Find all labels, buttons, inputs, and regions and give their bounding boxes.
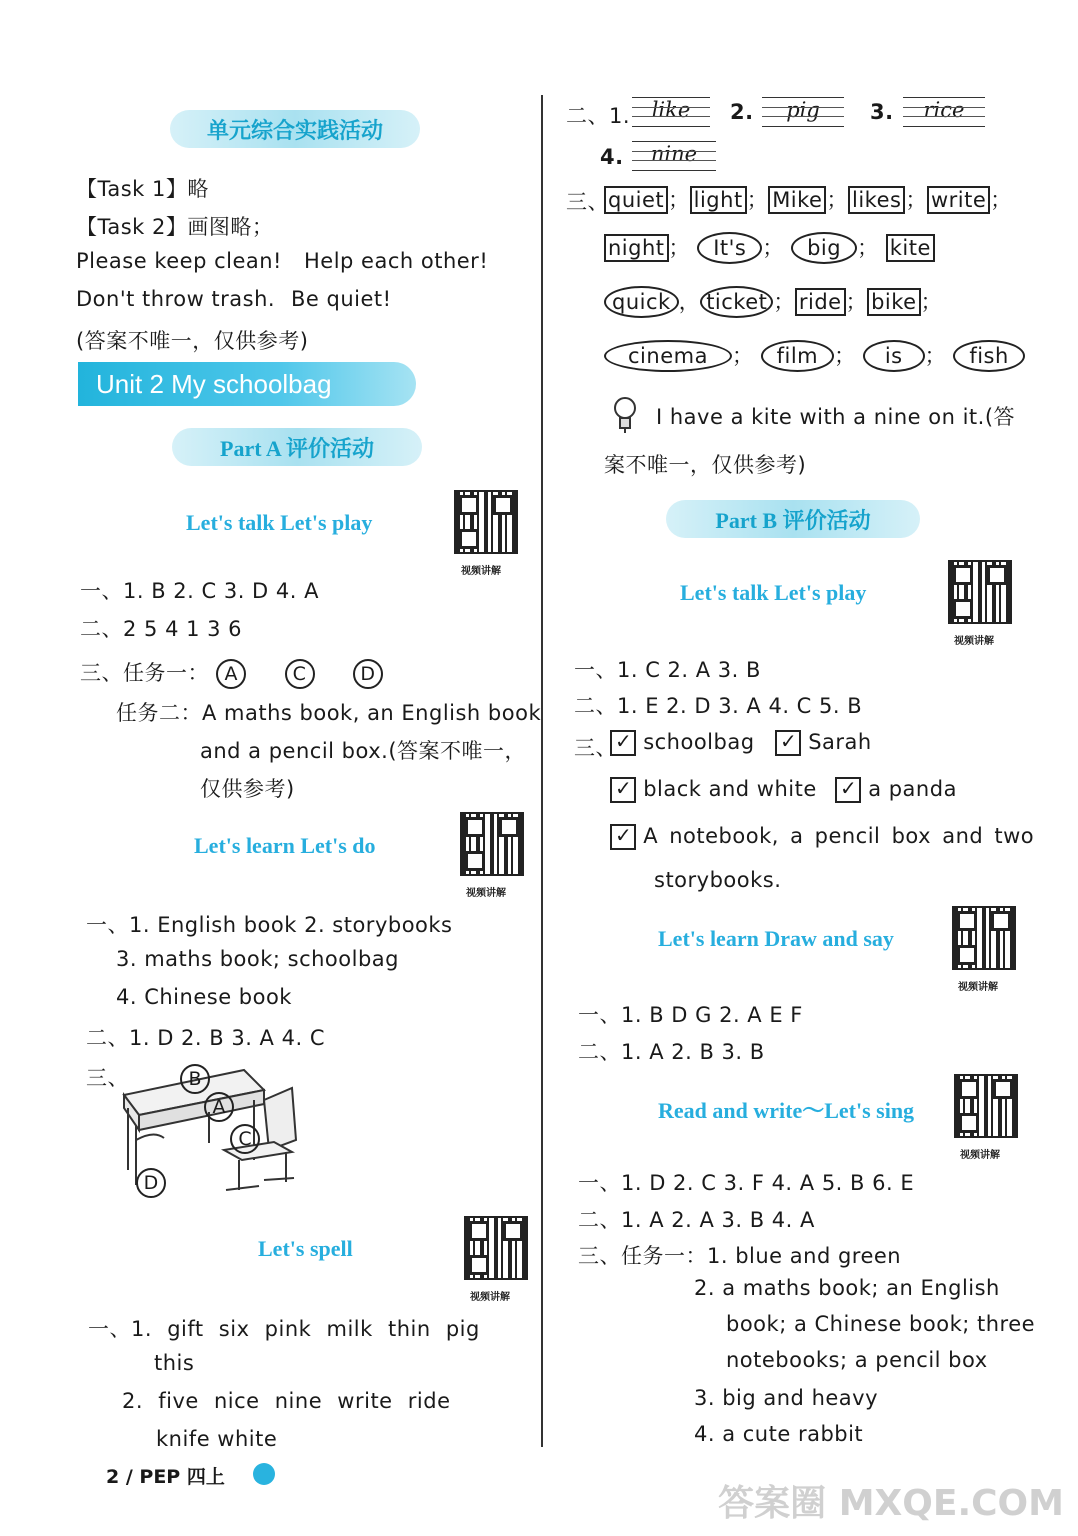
answer-line: 2. five nice nine write ride — [122, 1389, 451, 1413]
circled-word: film — [761, 340, 835, 372]
checkbox-icon — [610, 777, 636, 803]
section-title-learn: Let's learn Draw and say — [658, 926, 894, 951]
answer-num: 4. — [600, 145, 624, 169]
circled-word: is — [863, 340, 925, 372]
answer-label: 二、1. — [566, 104, 631, 128]
boxed-word: night — [604, 234, 669, 262]
unit-banner: Unit 2 My schoolbag — [78, 362, 416, 406]
part-b-banner: Part B 评价活动 — [666, 500, 920, 538]
tip-line: I have a kite with a nine on it.(答 — [656, 405, 1016, 429]
handwriting-line: pig — [762, 97, 844, 127]
answer-line: 一、1. D 2. C 3. F 4. A 5. B 6. E — [578, 1171, 915, 1195]
boxed-word: Mike — [768, 186, 826, 214]
answer-num: 3. — [870, 100, 894, 124]
desk-label: C — [230, 1124, 260, 1154]
circled-word: fish — [953, 340, 1024, 372]
part-a-banner: Part A 评价活动 — [172, 428, 422, 466]
answer-line: 2. a maths book; an English — [694, 1276, 1000, 1300]
answer-line: 仅供参考) — [200, 777, 295, 801]
qr-code-icon[interactable] — [454, 490, 518, 554]
section-title-talk: Let's talk Let's play — [186, 510, 373, 535]
answer-line: 三、 — [86, 1066, 129, 1090]
qr-code-icon[interactable] — [952, 906, 1016, 970]
desk-label: A — [204, 1092, 234, 1122]
checked-item: ✓ black and white — [610, 777, 817, 803]
qr-caption: 视频讲解 — [461, 566, 501, 577]
task1-text: 【Task 1】略 — [76, 177, 209, 201]
word-row: quick ， ticket ； ride ； bike ； — [604, 286, 942, 318]
slogan-2a: Don't throw trash. — [76, 287, 276, 311]
boxed-word: kite — [886, 234, 935, 262]
answer-line: 3. big and heavy — [694, 1386, 879, 1410]
qr-caption: 视频讲解 — [466, 888, 506, 899]
word-row: quiet ； light ； Mike ； likes ； write ； — [604, 184, 1012, 214]
handwriting-line: nine — [632, 141, 716, 171]
section-title-spell: Let's spell — [258, 1236, 353, 1261]
note-text: (答案不唯一，仅供参考) — [76, 329, 309, 353]
slogan-1b: Help each other! — [304, 249, 489, 273]
gd-badge-icon — [253, 1463, 275, 1485]
answer-line: 一、1. gift six pink milk thin pig — [88, 1317, 480, 1341]
answer-label: 三、 — [566, 190, 609, 214]
practice-activity-banner: 单元综合实践活动 — [170, 110, 420, 148]
answer-line: 二、1. A 2. A 3. B 4. A — [578, 1208, 815, 1232]
checkbox-icon — [775, 730, 801, 756]
checkbox-icon — [610, 730, 636, 756]
section-title-read: Read and write～Let's sing — [658, 1098, 915, 1123]
circled-word: cinema — [604, 340, 732, 372]
answer-line: 4. Chinese book — [116, 985, 292, 1009]
checked-item: ✓ Sarah — [775, 730, 872, 756]
answer-line: book; a Chinese book; three — [726, 1312, 1036, 1336]
boxed-word: write — [927, 186, 990, 214]
answer-line: 任务二：A maths book, an English book — [116, 701, 542, 725]
label: 三、任务一： — [80, 661, 209, 685]
boxed-word: ride — [795, 288, 846, 316]
answer-line: 二、1. D 2. B 3. A 4. C — [86, 1026, 325, 1050]
answer-line: 4. a cute rabbit — [694, 1422, 864, 1446]
circled-word: It's — [697, 232, 762, 264]
checked-item: ✓ schoolbag — [610, 730, 755, 756]
answer-line: 三、任务一：1. blue and green — [578, 1244, 902, 1268]
qr-code-icon[interactable] — [954, 1074, 1018, 1138]
answer-line: notebooks; a pencil box — [726, 1348, 988, 1372]
answer-line: knife white — [156, 1427, 278, 1451]
answer-line: 三、 — [574, 736, 617, 760]
boxed-word: quiet — [604, 186, 668, 214]
desk-label: B — [180, 1064, 210, 1094]
tip-line: 案不唯一，仅供参考) — [604, 453, 807, 477]
word-row: night ； It's ； big ； kite — [604, 232, 935, 264]
section-title-learn: Let's learn Let's do — [194, 833, 376, 858]
column-divider — [541, 95, 543, 1447]
task2-text: 【Task 2】画图略； — [76, 215, 274, 239]
qr-code-icon[interactable] — [464, 1216, 528, 1280]
answer-num: 2. — [730, 100, 754, 124]
circled-word: big — [791, 232, 857, 264]
qr-caption: 视频讲解 — [958, 982, 998, 993]
answer-line: and a pencil box.(答案不唯一， — [200, 739, 527, 763]
handwriting-line: rice — [903, 97, 985, 127]
answer-line: this — [154, 1351, 195, 1375]
answer-line: 二、1. E 2. D 3. A 4. C 5. B — [574, 694, 863, 718]
circled-answer: D — [353, 659, 383, 689]
answer-line: 一、1. B D G 2. A E F — [578, 1003, 803, 1027]
boxed-word: light — [690, 186, 747, 214]
answer-line: 一、1. B 2. C 3. D 4. A — [80, 579, 319, 603]
checked-item: ✓ A notebook, a pencil box and two — [610, 824, 1034, 850]
qr-caption: 视频讲解 — [470, 1292, 510, 1303]
circled-answer: A — [216, 659, 246, 689]
circled-answer: C — [285, 659, 315, 689]
qr-caption: 视频讲解 — [960, 1150, 1000, 1161]
handwriting-line: like — [632, 97, 710, 127]
qr-caption: 视频讲解 — [954, 636, 994, 647]
answer-line: storybooks. — [654, 868, 782, 892]
circled-word: ticket — [700, 286, 773, 318]
qr-code-icon[interactable] — [460, 812, 524, 876]
watermark-logo: 答案圈 MXQE.COM — [718, 1483, 1064, 1524]
lightbulb-icon — [612, 394, 638, 434]
circled-word: quick — [604, 286, 679, 318]
answer-line: 二、2 5 4 1 3 6 — [80, 617, 243, 641]
answer-line: 一、1. English book 2. storybooks — [86, 913, 453, 937]
page-footer: 2 / PEP 四上 — [106, 1466, 225, 1488]
qr-code-icon[interactable] — [948, 560, 1012, 624]
section-title-talk: Let's talk Let's play — [680, 580, 867, 605]
slogan-1a: Please keep clean! — [76, 249, 282, 273]
desk-label: D — [136, 1168, 166, 1198]
answer-line: 3. maths book; schoolbag — [116, 947, 399, 971]
answer-line: 二、1. A 2. B 3. B — [578, 1040, 765, 1064]
word-row: cinema ； film ； is ； fish — [604, 340, 1025, 372]
boxed-word: likes — [848, 186, 905, 214]
checked-item: ✓ a panda — [835, 777, 957, 803]
slogan-2b: Be quiet! — [291, 287, 392, 311]
answer-line — [80, 657, 383, 689]
checkbox-icon — [835, 777, 861, 803]
checkbox-icon — [610, 824, 636, 850]
boxed-word: bike — [867, 288, 921, 316]
answer-line: 一、1. C 2. A 3. B — [574, 658, 761, 682]
